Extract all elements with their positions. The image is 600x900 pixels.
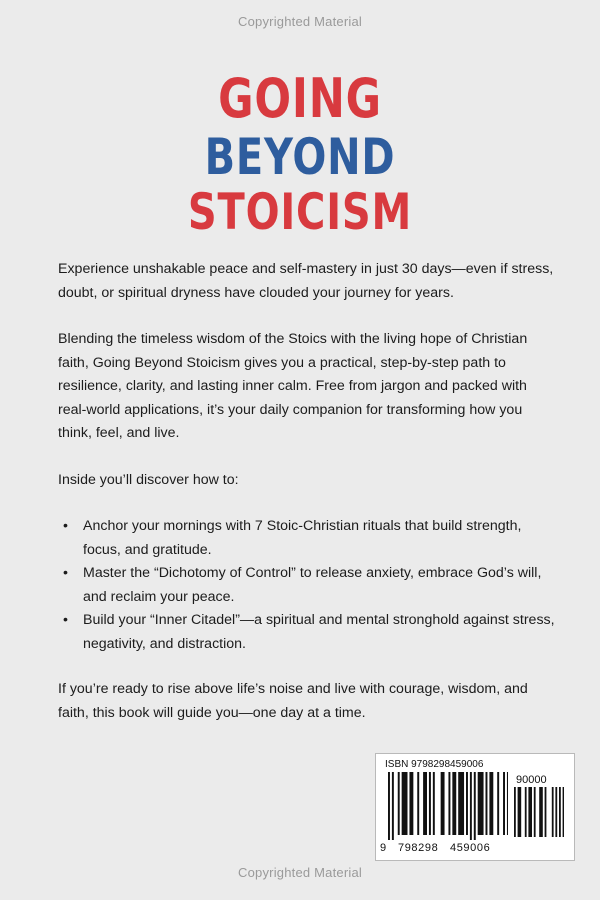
title-line-going: GOING bbox=[218, 67, 382, 130]
barcode-bars-icon bbox=[388, 772, 508, 842]
isbn-barcode bbox=[375, 753, 575, 861]
list-intro: Inside you’ll discover how to: bbox=[58, 471, 239, 488]
title-line-beyond: BEYOND bbox=[204, 128, 396, 186]
benefits-list bbox=[58, 515, 558, 656]
closing-paragraph: If you’re ready to rise above life’s noise and live with courage, wisdom, and faith, this book will guide you—one day at a time. bbox=[58, 681, 528, 721]
description-paragraph: Blending the timeless wisdom of the Stoics with the living hope of Christian faith, Going Beyond Stoicism gives you a practical, step-by-step path to resilience, clarity, and lasting inner calm. Free from jargon and packed with real-world applications, it’s your daily companion for transforming how you think, feel, and live. bbox=[58, 331, 528, 441]
copyright-watermark-bottom: Copyrighted Material bbox=[238, 865, 362, 880]
barcode-digits-right: 459006 bbox=[450, 842, 491, 854]
list-item: • Master the “Dichotomy of Control” to release anxiety, embrace God’s will, and reclaim your peace. bbox=[83, 562, 558, 609]
intro-paragraph: Experience unshakable peace and self-mastery in just 30 days—even if stress, doubt, or spiritual dryness have clouded your journey for years. bbox=[58, 261, 554, 301]
copyright-watermark-top: Copyrighted Material bbox=[238, 14, 362, 29]
list-item: • Anchor your mornings with 7 Stoic-Christian rituals that build strength, focus, and gratitude. bbox=[83, 515, 558, 562]
isbn-label: ISBN 9798298459006 bbox=[385, 759, 484, 770]
title-line-stoicism: STOICISM bbox=[187, 183, 413, 241]
back-cover-text bbox=[58, 258, 558, 748]
addon-barcode-bars-icon bbox=[514, 787, 564, 842]
price-code: 90000 bbox=[516, 774, 547, 786]
barcode-digit-first: 9 bbox=[380, 842, 387, 854]
barcode-digits-left: 798298 bbox=[398, 842, 439, 854]
list-item: • Build your “Inner Citadel”—a spiritual and mental stronghold against stress, negativity, and distraction. bbox=[83, 609, 558, 656]
